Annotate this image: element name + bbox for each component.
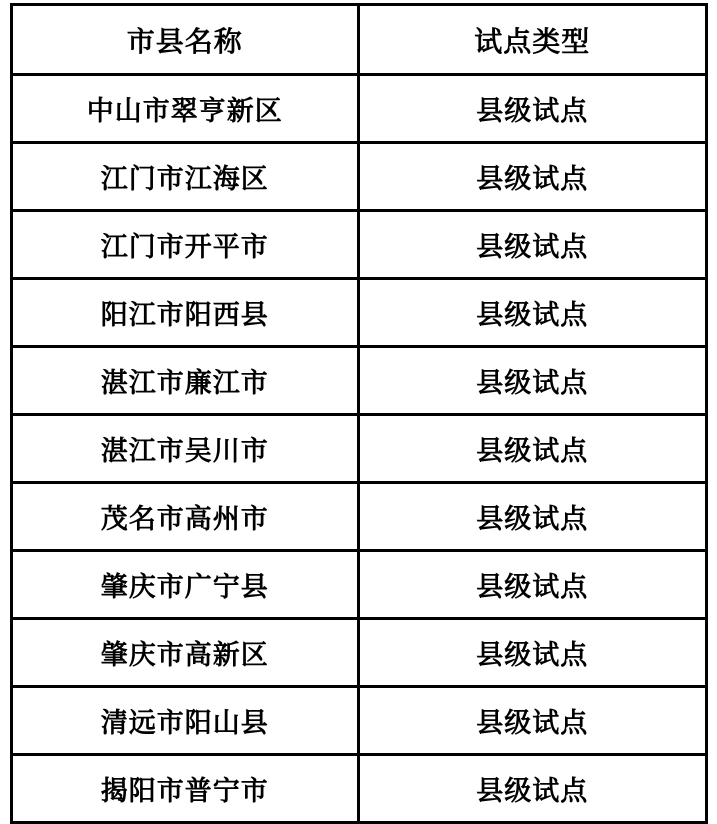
table-row [11,279,706,347]
table-row [11,687,706,755]
cell-county-name: 茂名市高州市 [11,483,359,551]
column-header-name: 市县名称 [11,5,359,75]
cell-county-name: 中山市翠亨新区 [11,75,359,143]
cell-county-name: 湛江市廉江市 [11,347,359,415]
cell-county-name: 江门市江海区 [11,143,359,211]
table-body [11,75,706,823]
table-row [11,347,706,415]
cell-county-name: 湛江市吴川市 [11,415,359,483]
cell-county-name: 阳江市阳西县 [11,279,359,347]
cell-pilot-type: 县级试点 [359,483,707,551]
table-row [11,755,706,823]
table-row [11,415,706,483]
table-row [11,551,706,619]
cell-pilot-type: 县级试点 [359,75,707,143]
table-header [11,5,706,75]
table-row [11,75,706,143]
cell-county-name: 肇庆市广宁县 [11,551,359,619]
table-row [11,483,706,551]
cell-pilot-type: 县级试点 [359,687,707,755]
cell-pilot-type: 县级试点 [359,347,707,415]
cell-pilot-type: 县级试点 [359,143,707,211]
cell-county-name: 揭阳市普宁市 [11,755,359,823]
column-header-type: 试点类型 [359,5,707,75]
cell-county-name: 肇庆市高新区 [11,619,359,687]
table-row [11,619,706,687]
cell-county-name: 江门市开平市 [11,211,359,279]
cell-pilot-type: 县级试点 [359,755,707,823]
table-row [11,211,706,279]
cell-county-name: 清远市阳山县 [11,687,359,755]
cell-pilot-type: 县级试点 [359,551,707,619]
table-row [11,143,706,211]
pilot-county-table [10,3,708,824]
cell-pilot-type: 县级试点 [359,211,707,279]
table-header-row [11,5,706,75]
cell-pilot-type: 县级试点 [359,415,707,483]
cell-pilot-type: 县级试点 [359,619,707,687]
cell-pilot-type: 县级试点 [359,279,707,347]
